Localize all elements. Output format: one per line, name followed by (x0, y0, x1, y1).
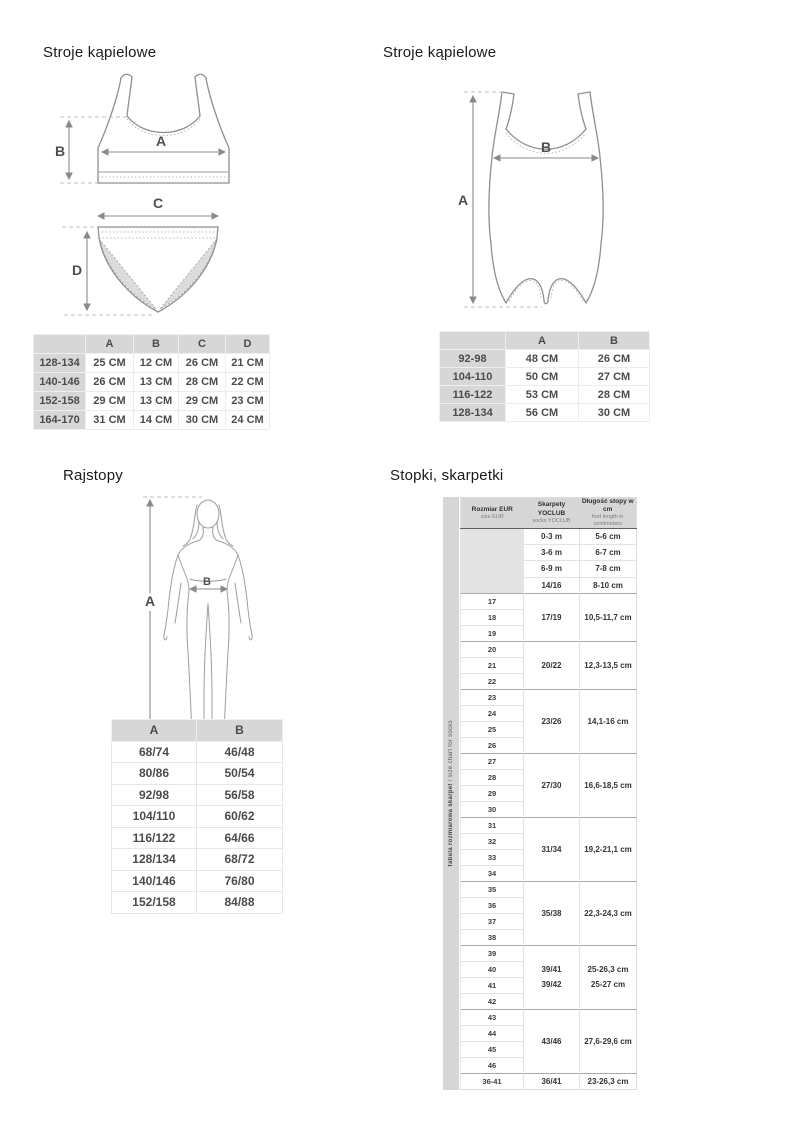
table-row (112, 870, 283, 892)
value-cell: 46/48 (197, 741, 283, 763)
table-row (461, 689, 637, 705)
foot-length-cell: 7-8 cm (580, 561, 637, 577)
bikini-bottom-outline (98, 227, 218, 312)
value-cell: 116/122 (112, 827, 197, 849)
eur-size-cell: 46 (461, 1057, 524, 1073)
table-row (112, 763, 283, 785)
sock-size-cell: 0-3 m (524, 529, 580, 545)
value-cell: 60/62 (197, 806, 283, 828)
foot-length-cell: 23-26,3 cm (580, 1073, 637, 1089)
value-cell: 25 CM (86, 354, 134, 373)
foot-length-cell: 25-26,3 cm 25-27 cm (580, 945, 637, 1009)
value-cell: 26 CM (179, 354, 226, 373)
table-row (461, 753, 637, 769)
eur-size-cell: 18 (461, 609, 524, 625)
table-row (112, 784, 283, 806)
column-header: A (112, 720, 197, 742)
tights-figure-diagram (120, 487, 295, 752)
table-row (461, 1009, 637, 1025)
size-cell: 104-110 (440, 368, 506, 386)
column-header: A (86, 335, 134, 354)
tights-size-table (111, 719, 283, 914)
sock-size-cell: 14/16 (524, 577, 580, 593)
table-row (440, 404, 650, 422)
sock-size-cell: 36/41 (524, 1073, 580, 1089)
table-row (440, 386, 650, 404)
female-figure-outline (164, 500, 252, 739)
socks-size-chart (443, 497, 637, 1090)
sock-size-cell: 3-6 m (524, 545, 580, 561)
size-cell: 128-134 (440, 404, 506, 422)
table-row (461, 529, 637, 545)
foot-length-cell: 5-6 cm (580, 529, 637, 545)
socks-size-table (460, 497, 637, 1090)
eur-size-cell: 25 (461, 721, 524, 737)
value-cell: 50 CM (506, 368, 579, 386)
bikini-size-table (33, 334, 270, 430)
table-row (112, 741, 283, 763)
foot-length-cell: 14,1-16 cm (580, 689, 637, 753)
value-cell: 26 CM (86, 373, 134, 392)
column-header: D (226, 335, 270, 354)
table-row (112, 849, 283, 871)
value-cell: 23 CM (226, 392, 270, 411)
eur-size-cell: 27 (461, 753, 524, 769)
value-cell: 13 CM (134, 373, 179, 392)
foot-length-cell: 10,5-11,7 cm (580, 593, 637, 641)
value-cell: 13 CM (134, 392, 179, 411)
dim-lines (143, 497, 227, 735)
column-header: A (506, 332, 579, 350)
value-cell: 29 CM (86, 392, 134, 411)
column-header: B (197, 720, 283, 742)
size-cell: 140-146 (34, 373, 86, 392)
eur-size-cell: 28 (461, 769, 524, 785)
onepiece-size-table (439, 331, 650, 422)
eur-size-cell: 31 (461, 817, 524, 833)
onepiece-swimsuit-diagram (440, 72, 675, 327)
table-row (34, 392, 270, 411)
value-cell: 92/98 (112, 784, 197, 806)
dim-label-a: A (458, 192, 469, 208)
column-header: B (134, 335, 179, 354)
sock-size-cell: 31/34 (524, 817, 580, 881)
dim-label-a: A (144, 593, 156, 609)
header-row (112, 720, 283, 742)
corner-cell (440, 332, 506, 350)
value-cell: 80/86 (112, 763, 197, 785)
eur-size-cell: 36-41 (461, 1073, 524, 1089)
table-row (112, 806, 283, 828)
value-cell: 27 CM (579, 368, 650, 386)
foot-length-cell: 22,3-24,3 cm (580, 881, 637, 945)
foot-length-cell: 6-7 cm (580, 545, 637, 561)
value-cell: 29 CM (179, 392, 226, 411)
onepiece-outline (489, 92, 603, 304)
table-row (440, 368, 650, 386)
value-cell: 56 CM (506, 404, 579, 422)
sock-size-cell: 27/30 (524, 753, 580, 817)
dim-label-b: B (203, 576, 211, 588)
eur-size-cell: 38 (461, 929, 524, 945)
table-row (461, 945, 637, 961)
eur-size-cell: 44 (461, 1025, 524, 1041)
sock-size-cell: 20/22 (524, 641, 580, 689)
eur-size-cell: 33 (461, 849, 524, 865)
value-cell: 104/110 (112, 806, 197, 828)
eur-size-cell: 26 (461, 737, 524, 753)
dim-label-b: B (540, 139, 552, 155)
table-row (34, 373, 270, 392)
value-cell: 14 CM (134, 411, 179, 430)
table-row (461, 881, 637, 897)
socks-header-row (461, 498, 637, 529)
eur-size-cell: 39 (461, 945, 524, 961)
eur-size-cell: 30 (461, 801, 524, 817)
section-title-onepiece: Stroje kąpielowe (383, 44, 497, 61)
empty-size-cell (461, 529, 524, 594)
sock-size-cell: 17/19 (524, 593, 580, 641)
eur-size-cell: 40 (461, 961, 524, 977)
corner-cell (34, 335, 86, 354)
value-cell: 56/58 (197, 784, 283, 806)
column-header: Długość stopy w cm foot length in centimeters (580, 498, 637, 529)
eur-size-cell: 35 (461, 881, 524, 897)
value-cell: 50/54 (197, 763, 283, 785)
eur-size-cell: 19 (461, 625, 524, 641)
size-cell: 116-122 (440, 386, 506, 404)
value-cell: 31 CM (86, 411, 134, 430)
section-title-socks: Stopki, skarpetki (390, 467, 504, 484)
foot-length-cell: 27,6-29,6 cm (580, 1009, 637, 1073)
bikini-bottom-diagram (48, 196, 243, 326)
eur-size-cell: 43 (461, 1009, 524, 1025)
dim-lines (464, 92, 598, 307)
table-row (112, 892, 283, 914)
column-header: C (179, 335, 226, 354)
table-row (461, 1073, 637, 1089)
value-cell: 12 CM (134, 354, 179, 373)
socks-side-label: Tabela rozmiarowa skarpet / size chart for socks (448, 719, 454, 868)
sock-size-cell: 39/41 39/42 (524, 945, 580, 1009)
eur-size-cell: 42 (461, 993, 524, 1009)
value-cell: 68/74 (112, 741, 197, 763)
bikini-top-diagram (48, 68, 243, 203)
table-row (461, 817, 637, 833)
value-cell: 26 CM (579, 350, 650, 368)
table-row (461, 593, 637, 609)
dim-label-d: D (72, 262, 83, 278)
eur-size-cell: 45 (461, 1041, 524, 1057)
dim-label-a: A (155, 133, 167, 149)
value-cell: 24 CM (226, 411, 270, 430)
section-title-tights: Rajstopy (63, 467, 123, 484)
foot-length-cell: 19,2-21,1 cm (580, 817, 637, 881)
dim-label-b: B (55, 143, 66, 159)
value-cell: 140/146 (112, 870, 197, 892)
value-cell: 128/134 (112, 849, 197, 871)
sock-size-cell: 23/26 (524, 689, 580, 753)
eur-size-cell: 20 (461, 641, 524, 657)
column-header: Skarpety YOCLUB socks YOCLUB (524, 498, 580, 529)
socks-side-label-strip (443, 497, 460, 1090)
eur-size-cell: 29 (461, 785, 524, 801)
dim-lines (60, 117, 225, 183)
eur-size-cell: 23 (461, 689, 524, 705)
size-cell: 128-134 (34, 354, 86, 373)
eur-size-cell: 34 (461, 865, 524, 881)
foot-length-cell: 8-10 cm (580, 577, 637, 593)
value-cell: 84/88 (197, 892, 283, 914)
eur-size-cell: 37 (461, 913, 524, 929)
foot-length-cell: 16,6-18,5 cm (580, 753, 637, 817)
value-cell: 30 CM (579, 404, 650, 422)
value-cell: 28 CM (579, 386, 650, 404)
table-row (440, 350, 650, 368)
size-cell: 164-170 (34, 411, 86, 430)
header-row (440, 332, 650, 350)
sock-size-cell: 35/38 (524, 881, 580, 945)
value-cell: 53 CM (506, 386, 579, 404)
table-row (34, 411, 270, 430)
eur-size-cell: 24 (461, 705, 524, 721)
value-cell: 68/72 (197, 849, 283, 871)
size-cell: 152-158 (34, 392, 86, 411)
table-row (112, 827, 283, 849)
value-cell: 64/66 (197, 827, 283, 849)
bikini-top-outline (98, 74, 229, 183)
eur-size-cell: 21 (461, 657, 524, 673)
sock-size-cell: 6-9 m (524, 561, 580, 577)
value-cell: 22 CM (226, 373, 270, 392)
eur-size-cell: 41 (461, 977, 524, 993)
eur-size-cell: 17 (461, 593, 524, 609)
eur-size-cell: 36 (461, 897, 524, 913)
section-title-bikini: Stroje kąpielowe (43, 44, 157, 61)
value-cell: 48 CM (506, 350, 579, 368)
value-cell: 152/158 (112, 892, 197, 914)
table-row (461, 641, 637, 657)
eur-size-cell: 22 (461, 673, 524, 689)
foot-length-cell: 12,3-13,5 cm (580, 641, 637, 689)
value-cell: 30 CM (179, 411, 226, 430)
dim-label-c: C (152, 196, 164, 211)
table-row (34, 354, 270, 373)
value-cell: 21 CM (226, 354, 270, 373)
sock-size-cell: 43/46 (524, 1009, 580, 1073)
header-row (34, 335, 270, 354)
column-header: Rozmiar EUR size EUR (461, 498, 524, 529)
value-cell: 76/80 (197, 870, 283, 892)
size-cell: 92-98 (440, 350, 506, 368)
column-header: B (579, 332, 650, 350)
eur-size-cell: 32 (461, 833, 524, 849)
value-cell: 28 CM (179, 373, 226, 392)
